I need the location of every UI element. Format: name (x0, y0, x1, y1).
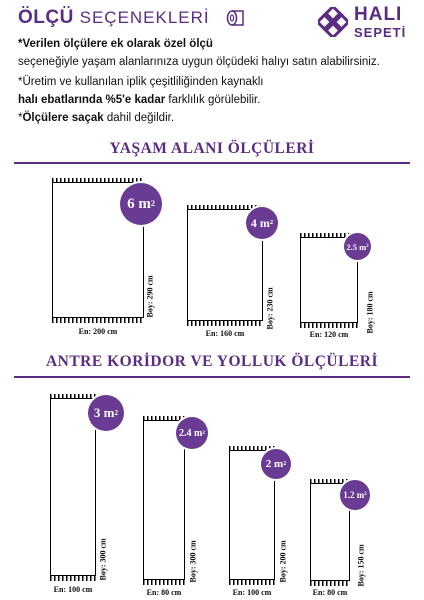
area-badge: 2.5 m 2 (344, 233, 371, 260)
rug-width-label: En: 100 cm (232, 588, 272, 597)
rug-length-label: Boy: 290 cm (145, 275, 155, 318)
section-divider (14, 162, 410, 164)
info-line-1: *Verilen ölçülere ek olarak özel ölçü (18, 38, 213, 50)
rug-fringe (143, 580, 185, 585)
rug-fringe (310, 581, 350, 586)
knot-logo-icon (318, 7, 348, 37)
page-title: ÖLÇÜ SEÇENEKLERİ (18, 7, 210, 28)
rug-length-label: Boy: 150 cm (356, 544, 366, 587)
rug-length-label: Boy: 180 cm (365, 291, 375, 334)
rug-outline-corridor-1 (50, 398, 96, 576)
info-line-4: halı ebatlarında %5'e kadar farklılık görülebilir. (18, 94, 261, 106)
rug-length-label: Boy: 300 cm (98, 538, 108, 581)
section-divider (14, 376, 410, 378)
area-badge: 1.2 m 2 (340, 480, 370, 510)
info-line-3: *Üretim ve kullanılan iplik çeşitliliğinden kaynaklı (18, 76, 264, 88)
carpet-roll-icon (226, 9, 246, 27)
area-badge: 2.4 m 2 (176, 417, 208, 449)
rug-fringe (187, 321, 263, 326)
rug-width-label: En: 80 cm (312, 588, 348, 597)
area-badge: 2 m 2 (261, 449, 291, 479)
section-title-living: YAŞAM ALANI ÖLÇÜLERİ (109, 140, 315, 157)
rug-width-label: En: 80 cm (146, 588, 182, 597)
rug-fringe (229, 580, 275, 585)
area-badge: 3 m 2 (88, 395, 124, 431)
rug-fringe (50, 576, 96, 581)
rug-outline-corridor-2 (143, 420, 185, 580)
rug-fringe (52, 318, 144, 323)
rug-length-label: Boy: 200 cm (278, 540, 288, 583)
area-badge: 6 m 2 (120, 183, 162, 225)
info-line-2: seçeneğiyle yaşam alanlarınıza uygun ölçüdeki halıyı satın alabilirsiniz. (18, 56, 380, 68)
section-title-corridor: ANTRE KORİDOR VE YOLLUK ÖLÇÜLERİ (45, 353, 379, 370)
brand-logo: HALI SEPETİ (354, 4, 407, 40)
area-badge: 4 m 2 (246, 207, 278, 239)
rug-fringe (300, 323, 358, 328)
rug-width-label: En: 120 cm (309, 330, 349, 339)
rug-width-label: En: 160 cm (205, 329, 245, 338)
rug-width-label: En: 200 cm (78, 327, 118, 336)
rug-length-label: Boy: 300 cm (188, 540, 198, 583)
rug-length-label: Boy: 230 cm (265, 287, 275, 330)
info-line-5: *Ölçülere saçak dahil değildir. (18, 112, 175, 124)
rug-width-label: En: 100 cm (53, 585, 93, 594)
